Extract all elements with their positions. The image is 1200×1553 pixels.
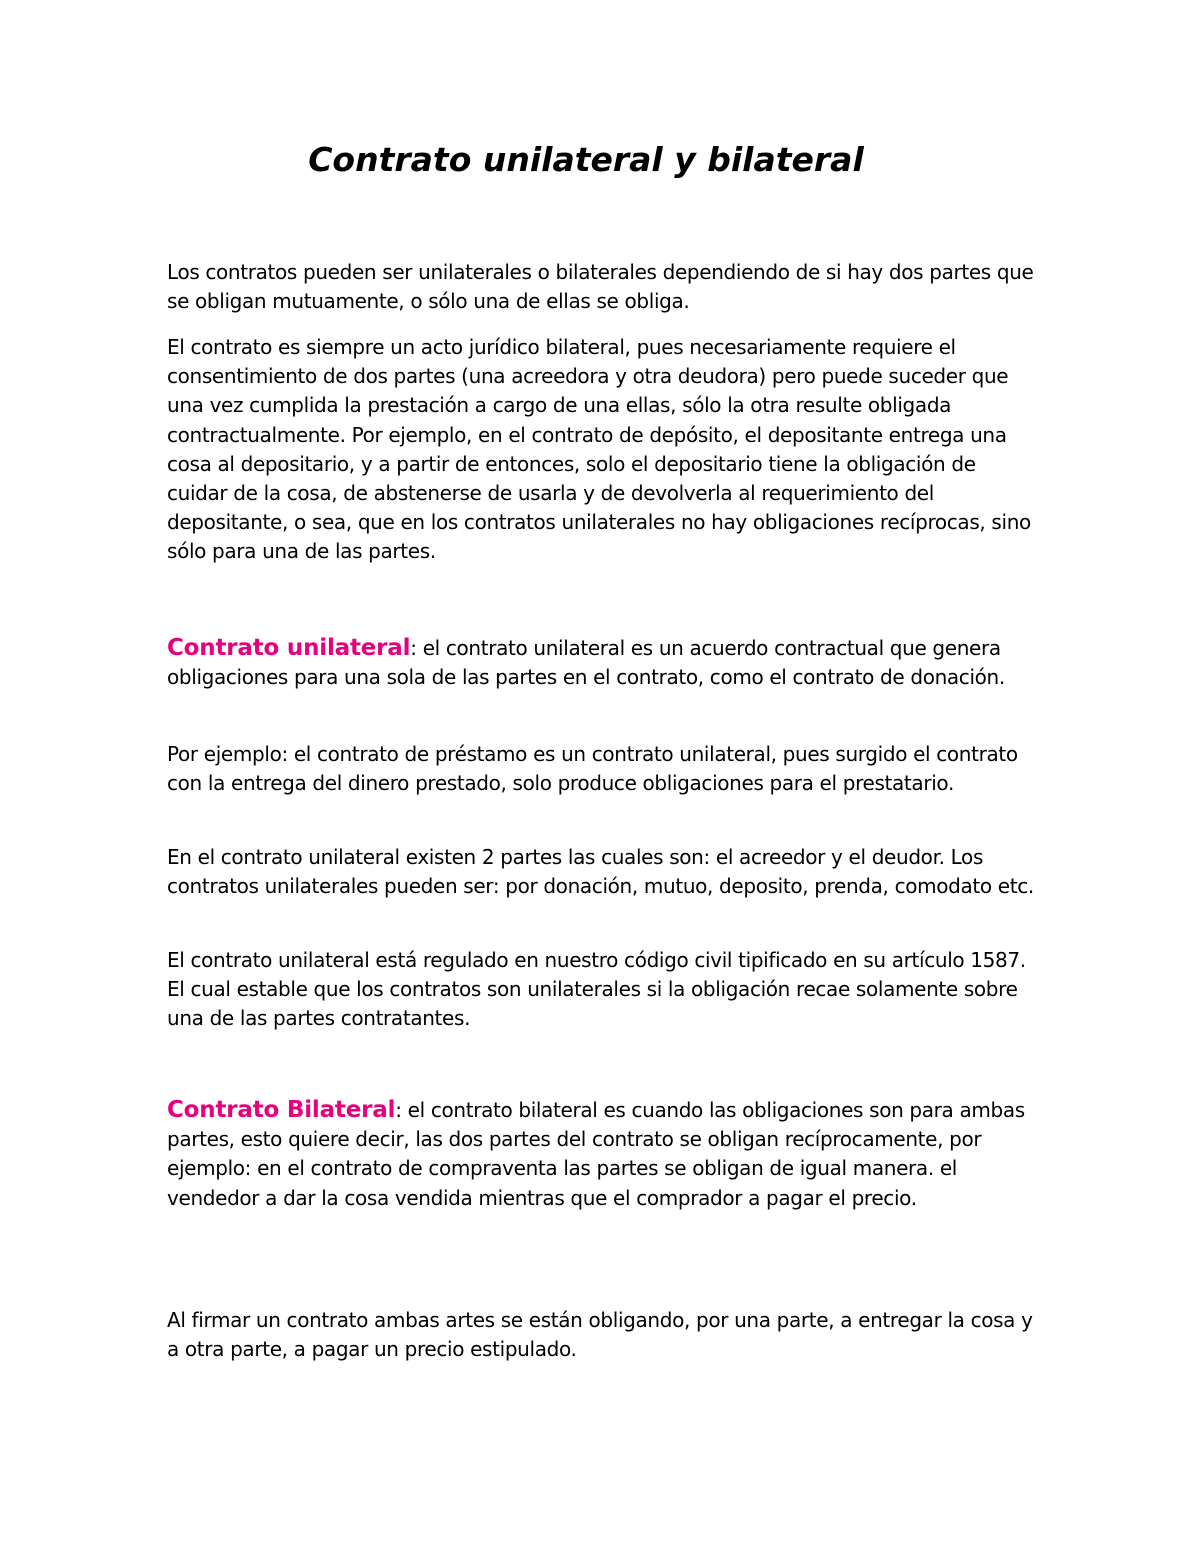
closing-paragraph: Al firmar un contrato ambas artes se están obligando, por una parte, a entregar la cosa y a otra parte, a pagar un precio estipulado. xyxy=(167,1308,1033,1362)
unilateral-definition-text: : el contrato unilateral es un acuerdo contractual que genera obligaciones para una sola de las partes en el contrato, como el contrato de donación. xyxy=(167,636,1005,690)
bilateral-definition-text: : el contrato bilateral es cuando las obligaciones son para ambas partes, esto quiere decir, las dos partes del contrato se obligan recíprocamente, por ejemplo: en el contrato de compraventa las partes se obligan de igual manera. el vendedor a dar la cosa vendida mientras que el comprador a pagar el precio. xyxy=(167,1098,1025,1210)
unilateral-parties-paragraph: En el contrato unilateral existen 2 partes las cuales son: el acreedor y el deudor. Los contratos unilaterales pueden ser: por donación, mutuo, deposito, prenda, comodato etc. xyxy=(167,845,1034,899)
bilateral-definition xyxy=(167,1096,1037,1213)
intro-paragraph-1: Los contratos pueden ser unilaterales o bilaterales dependiendo de si hay dos partes que se obligan mutuamente, o sólo una de ellas se obliga. xyxy=(167,260,1034,314)
unilateral-definition xyxy=(167,634,1037,692)
bilateral-heading: Contrato Bilateral xyxy=(167,1097,396,1123)
unilateral-regulation-paragraph: El contrato unilateral está regulado en nuestro código civil tipificado en su artículo 1587. El cual estable que los contratos son unilaterales si la obligación recae solamente sobre una de las partes contratantes. xyxy=(167,948,1026,1031)
unilateral-example-paragraph: Por ejemplo: el contrato de préstamo es un contrato unilateral, pues surgido el contrato con la entrega del dinero prestado, solo produce obligaciones para el prestatario. xyxy=(167,742,1018,796)
unilateral-heading: Contrato unilateral xyxy=(167,635,411,661)
intro-paragraph-2: El contrato es siempre un acto jurídico bilateral, pues necesariamente requiere el consentimiento de dos partes (una acreedora y otra deudora) pero puede suceder que una vez cumplida la prestación a cargo de una ellas, sólo la otra resulte obligada contractualmente. Por ejemplo, en el contrato de depósito, el depositante entrega una cosa al depositario, y a partir de entonces, solo el depositario tiene la obligación de cuidar de la cosa, de abstenerse de usarla y de devolverla al requerimiento del depositante, o sea, que en los contratos unilaterales no hay obligaciones recíprocas, sino sólo para una de las partes. xyxy=(167,335,1031,564)
document-title: Contrato unilateral y bilateral xyxy=(308,140,864,179)
